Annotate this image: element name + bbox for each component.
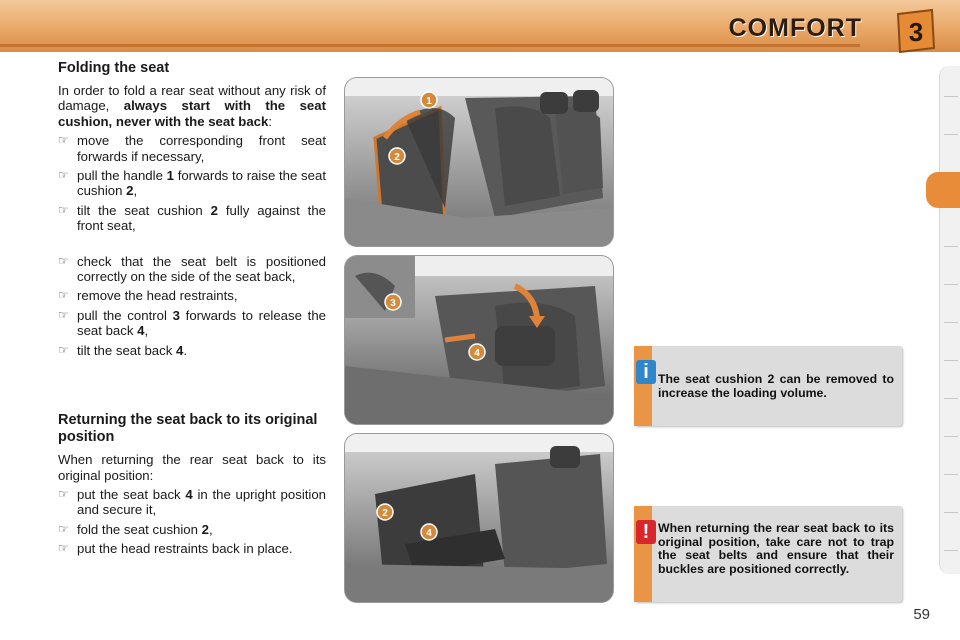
pointing-hand-icon: ☞ [58,253,69,268]
step-ref: 2 [201,521,209,537]
page-number: 59 [913,606,930,623]
intro-text: In order to fold a rear seat without any risk of damage, [58,83,326,114]
list-item [58,133,326,164]
step-text: , [208,521,213,537]
photo-raise-seat-cushion [345,78,613,246]
step-ref: 4 [137,323,145,339]
warning-note [634,506,902,602]
step-text: , [144,323,149,339]
tab-divider [944,512,958,513]
active-chapter-tab[interactable] [926,172,960,208]
step-ref: 3 [172,307,180,323]
text-column [58,60,326,561]
step-text: check that the seat belt is positioned correctly on the side of the seat back, [77,253,326,285]
info-text [634,346,902,408]
chapter-number-badge [892,8,938,54]
pointing-hand-icon: ☞ [58,168,69,183]
tab-divider [944,322,958,323]
step-text: pull the control [77,307,173,323]
pointing-hand-icon: ☞ [58,541,69,556]
step-ref: 2 [126,183,134,199]
info-icon: i [636,360,656,384]
folding-steps [58,133,326,358]
step-text: fold the seat cushion [77,521,202,537]
list-item [58,541,326,556]
tab-divider [944,360,958,361]
pointing-hand-icon: ☞ [58,133,69,148]
step-text: put the seat back [77,486,186,502]
tab-divider [944,474,958,475]
info-note [634,346,902,426]
photo-label-cushion: 2 [394,152,400,163]
warning-text: When returning the rear seat back to its original position, take care not to trap the seat belts and ensure that their buckles are positioned correctly. [658,521,894,576]
step-text: forwards to raise the seat cushion [77,168,326,199]
step-ref: 1 [166,168,174,184]
section-heading-folding: Folding the seat [58,60,170,76]
photo-label-seat-back: 4 [426,528,432,539]
step-ref: 2 [210,202,218,218]
chapter-header [0,0,960,52]
step-text: put the head restraints back in place. [77,541,293,557]
returning-steps [58,487,326,557]
folding-intro [58,83,326,129]
photo-seat-folded [345,434,613,602]
pointing-hand-icon: ☞ [58,288,69,303]
list-item [58,288,326,303]
step-text: . [183,342,187,358]
info-text-end: can be removed to increase the loading volume. [658,372,894,400]
pointing-hand-icon: ☞ [58,486,69,501]
photo-label-seat-back: 4 [474,348,480,359]
tab-divider [944,398,958,399]
list-item [58,522,326,537]
list-item [58,343,326,358]
pointing-hand-icon: ☞ [58,307,69,322]
info-text-start: The seat cushion [658,372,768,386]
list-item [58,203,326,234]
pointing-hand-icon: ☞ [58,202,69,217]
list-item [58,254,326,285]
photo-label-control: 3 [390,298,396,309]
list-item [58,168,326,199]
photo-label-cushion: 2 [382,508,388,519]
section-heading-returning: Returning the seat back to its original position [58,412,318,446]
warning-icon: ! [636,520,656,544]
step-text: tilt the seat back [77,342,176,358]
tab-divider [944,550,958,551]
chapter-tabs [939,66,960,574]
returning-intro: When returning the rear seat back to its original position: [58,452,326,483]
intro-bold-text: always start with the seat cushion, never with the seat back [58,98,326,129]
info-accent-bar [634,346,652,426]
tab-divider [944,134,958,135]
step-text: pull the handle [77,168,167,184]
list-item [58,308,326,339]
info-text-ref: 2 [767,372,775,386]
photo-tilt-seat-back [345,256,613,424]
pointing-hand-icon: ☞ [58,342,69,357]
photo-label-handle: 1 [426,96,432,107]
step-text: fully against the front seat, [77,202,326,234]
step-text: tilt the seat cushion [77,202,211,218]
step-text: move the corresponding front seat forwards if necessary, [77,133,326,164]
step-text: forwards to release the seat back [77,307,326,339]
tab-divider [944,436,958,437]
tab-divider [944,284,958,285]
pointing-hand-icon: ☞ [58,521,69,536]
step-ref: 4 [175,342,184,358]
step-ref: 4 [185,486,193,502]
tab-divider [944,246,958,247]
step-text: remove the head restraints, [77,288,238,304]
step-text: , [133,183,138,199]
header-divider [0,44,860,47]
step-text: in the upright position and secure it, [77,486,327,518]
intro-text-end: : [268,113,273,129]
list-item [58,487,326,518]
chapter-title: COMFORT [728,14,862,42]
tab-divider [944,96,958,97]
chapter-number: 3 [908,17,924,47]
